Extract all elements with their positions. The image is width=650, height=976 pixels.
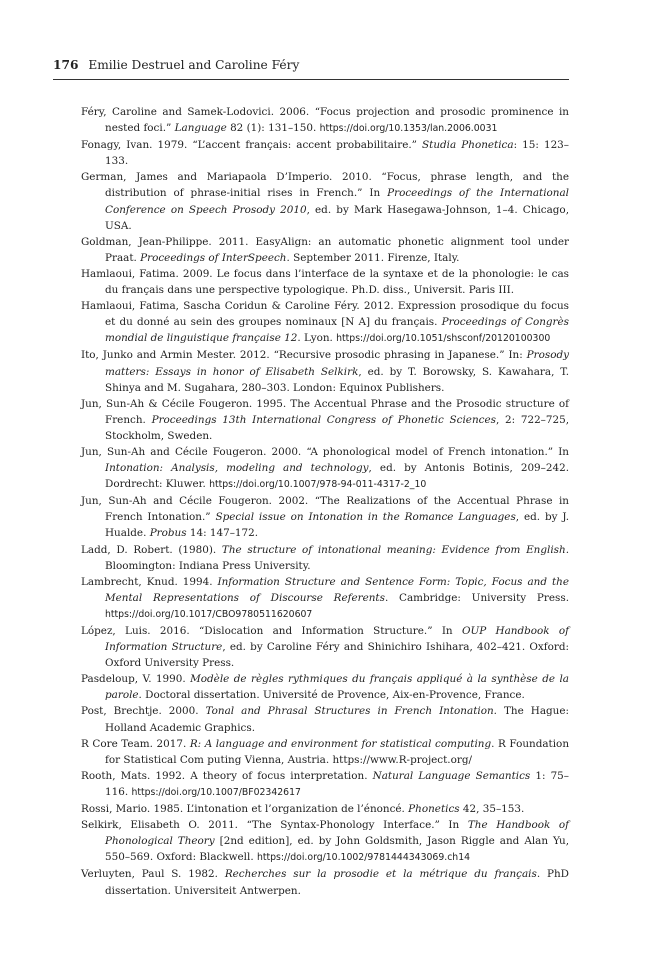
reference-title-italic: The structure of intonational meaning: Evidence from English (221, 543, 566, 556)
reference-text: Selkirk, Elisabeth O. 2011. “The Syntax-Phonology Interface.” In (81, 819, 468, 832)
reference-text: Jun, Sun-Ah & Cécile Fougeron. 1995. The Accentual Phrase and the Prosodic structure of French. (81, 397, 569, 426)
reference-entry (81, 137, 569, 169)
reference-text: Rooth, Mats. 1992. A theory of focus interpretation. (81, 769, 373, 782)
reference-text: Ladd, D. Robert. (1980). (81, 543, 222, 556)
doi-link[interactable]: https://doi.org/10.1051/shsconf/20120100300 (336, 333, 551, 345)
reference-text: . Doctoral dissertation. Université de Provence, Aix-en-Provence, France. (138, 689, 525, 702)
reference-text: . R Foundation for Statistical Com puting Vienna, Austria. https://www.R-project.org/ (105, 737, 570, 766)
reference-text: . Bloomington: Indiana Press University. (105, 543, 570, 572)
reference-text: Lambrecht, Knud. 1994. (81, 575, 218, 588)
reference-title-italic: Natural Language Semantics (372, 769, 531, 782)
reference-title-italic: Prosody matters: Essays in honor of Elisabeth Selkirk (105, 349, 569, 378)
reference-entry (81, 866, 569, 898)
reference-text: Pasdeloup, V. 1990. (81, 673, 191, 686)
reference-entry (81, 444, 569, 493)
reference-title-italic: Phonetics (408, 803, 460, 816)
reference-entry (81, 347, 569, 395)
reference-text: 42, 35–153. (459, 803, 525, 816)
reference-entry (81, 801, 569, 817)
reference-text: . The Hague: Holland Academic Graphics. (105, 705, 570, 734)
reference-title-italic: Special issue on Intonation in the Romance Languages (215, 511, 516, 524)
reference-entry (81, 703, 569, 735)
reference-text: Jun, Sun-Ah and Cécile Fougeron. 2000. “A phonological model of French intonation.” In (81, 445, 569, 458)
reference-text: [2nd edition], ed. by John Goldsmith, Jason Riggle and Alan Yu, 550–569. Oxford: Blackwell. (105, 835, 570, 864)
reference-title-italic: Proceedings of the International Conference on Speech Prosody 2010 (105, 187, 569, 216)
reference-title-italic: Tonal and Phrasal Structures in French Intonation (205, 705, 494, 718)
reference-text: . September 2011. Firenze, Italy. (286, 251, 460, 264)
doi-link[interactable]: https://doi.org/10.1007/BF02342617 (131, 786, 301, 798)
reference-title-italic: Studia Phonetica (422, 139, 514, 152)
reference-text: Hamlaoui, Fatima. 2009. Le focus dans l’interface de la syntaxe et de la phonologie: le cas du français dans une perspective typologique. Ph.D. diss., Universit. Paris III. (81, 267, 569, 297)
page-number: 176 (53, 58, 79, 72)
reference-title-italic: Information Structure and Sentence Form: Topic, Focus and the Mental Representations of Discourse Referents (105, 575, 569, 604)
reference-text: 1: 75–116. (105, 769, 569, 798)
reference-text: , ed. by Mark Hasegawa-Johnson, 1–4. Chicago, USA. (105, 203, 569, 232)
reference-entry (81, 574, 569, 623)
reference-text: , ed. by Antonis Botinis, 209–242. Dordrecht: Kluwer. (105, 462, 569, 491)
reference-text: , ed. by Caroline Féry and Shinichiro Ishihara, 402–421. Oxford: Oxford University Press. (105, 641, 570, 670)
reference-text: López, Luis. 2016. “Dislocation and Information Structure.” In (81, 625, 462, 637)
reference-text: Post, Brechtje. 2000. (81, 705, 206, 718)
reference-entry (81, 768, 569, 801)
reference-list (81, 104, 569, 899)
reference-title-italic: Modèle de règles rythmiques du français appliqué à la synthèse de la parole (105, 673, 569, 702)
reference-text: : 15: 123–133. (105, 139, 569, 168)
reference-text: Hamlaoui, Fatima, Sascha Coridun & Caroline Féry. 2012. Expression prosodique du focus et du donné au sein des groupes nominaux [N A] du français. (81, 300, 569, 329)
reference-entry (81, 104, 569, 137)
reference-text: 14: 147–172. (186, 527, 259, 540)
reference-title-italic: Proceedings 13th International Congress of Phonetic Sciences (151, 413, 496, 426)
reference-entry (81, 266, 569, 298)
reference-entry (81, 671, 569, 703)
reference-title-italic: Probus (149, 527, 187, 540)
reference-text: . Cambridge: University Press. (384, 591, 569, 604)
reference-title-italic: The Handbook of Phonological Theory (105, 819, 569, 848)
reference-text: , ed. by T. Borowsky, S. Kawahara, T. Shinya and M. Sugahara, 280–303. London: Equinox Publishers. (105, 365, 569, 394)
reference-text: . PhD dissertation. Universiteit Antwerpen. (105, 868, 569, 897)
reference-text: Goldman, Jean-Philippe. 2011. EasyAlign: an automatic phonetic alignment tool under Praat. (81, 235, 569, 264)
reference-title-italic: OUP Handbook of Information Structure (105, 625, 569, 654)
doi-link[interactable]: https://doi.org/10.1017/CBO9780511620607 (105, 608, 313, 620)
reference-text: Jun, Sun-Ah and Cécile Fougeron. 2002. “The Realizations of the Accentual Phrase in French Intonation.” (81, 495, 569, 524)
reference-text: , 2: 722–725, Stockholm, Sweden. (105, 413, 570, 442)
reference-entry (81, 493, 569, 541)
reference-entry (81, 817, 569, 866)
reference-text: Ito, Junko and Armin Mester. 2012. “Recursive prosodic phrasing in Japanese.” In: (81, 349, 527, 362)
reference-title-italic: Language (174, 122, 227, 135)
reference-entry (81, 298, 569, 347)
reference-text: Féry, Caroline and Samek-Lodovici. 2006. “Focus projection and prosodic prominence in nested foci.” (81, 106, 569, 135)
reference-text: 82 (1): 131–150. (226, 122, 320, 135)
reference-text: . Lyon. (297, 332, 337, 345)
reference-entry (81, 169, 569, 233)
reference-title-italic: Recherches sur la prosodie et la métrique du français (224, 868, 537, 881)
reference-text: Fonagy, Ivan. 1979. “L’accent français: accent probabilitaire.” (81, 139, 423, 152)
reference-text: R Core Team. 2017. (81, 737, 190, 750)
reference-text: Rossi, Mario. 1985. L’intonation et l’organization de l’énoncé. (81, 803, 409, 816)
reference-entry (81, 396, 569, 444)
doi-link[interactable]: https://doi.org/10.1353/lan.2006.0031 (319, 123, 498, 135)
reference-title-italic: Intonation: Analysis, modeling and technology (105, 462, 369, 475)
reference-entry (81, 736, 569, 768)
reference-title-italic: Proceedings of InterSpeech (140, 251, 287, 264)
reference-title-italic: R: A language and environment for statistical computing (189, 737, 492, 750)
reference-entry (81, 234, 569, 266)
reference-text: , ed. by J. Hualde. (105, 511, 570, 540)
doi-link[interactable]: https://doi.org/10.1007/978-94-011-4317-2_10 (209, 479, 427, 491)
running-header (53, 55, 569, 80)
reference-text: Verluyten, Paul S. 1982. (81, 868, 225, 881)
running-header-authors: Emilie Destruel and Caroline Féry (88, 58, 300, 72)
doi-link[interactable]: https://doi.org/10.1002/9781444343069.ch14 (256, 852, 471, 864)
reference-entry (81, 542, 569, 574)
reference-title-italic: Proceedings of Congrès mondial de linguistique française 12 (105, 316, 570, 345)
reference-text: German, James and Mariapaola D’Imperio. 2010. “Focus, phrase length, and the distribution of phrase-initial rises in French.” In (81, 171, 569, 200)
reference-entry (81, 623, 569, 671)
